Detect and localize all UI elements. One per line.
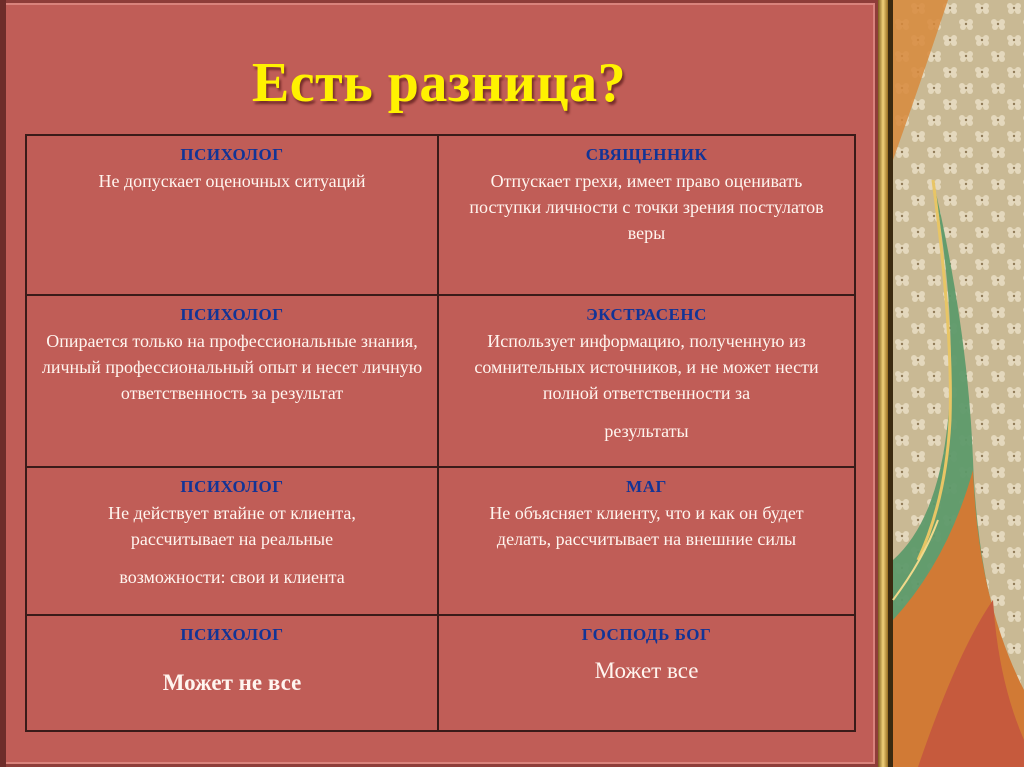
role-description-continued: результаты <box>604 421 689 441</box>
table-cell-psychologist <box>26 135 438 295</box>
role-description: Может не все <box>162 670 302 695</box>
role-label: ГОСПОДЬ БОГ <box>581 625 712 644</box>
table-cell-magician <box>438 467 855 615</box>
table-cell-psychologist <box>26 467 438 615</box>
role-description: Не объясняет клиенту, что и как он будет делать, рассчитывает на внешние силы <box>489 503 804 549</box>
comparison-table <box>25 134 856 732</box>
table-cell-psychologist <box>26 615 438 731</box>
role-description-continued: возможности: свои и клиента <box>119 567 345 587</box>
role-description: Использует информацию, полученную из сомнительных источников, и не может нести полной ответственности за <box>474 331 819 403</box>
role-description: Не действует втайне от клиента, рассчитывает на реальные <box>108 503 356 549</box>
role-description: Опирается только на профессиональные знания, личный профессиональный опыт и несет личную ответственность за результат <box>41 331 423 403</box>
slide-title: Есть разница? <box>251 52 627 114</box>
table-row <box>26 467 855 615</box>
role-description: Не допускает оценочных ситуаций <box>98 171 366 191</box>
role-description: Может все <box>594 658 699 683</box>
role-label: МАГ <box>626 477 667 496</box>
table-cell-psychologist <box>26 295 438 467</box>
table-row <box>26 135 855 295</box>
floral-curtain-illustration <box>878 0 1024 767</box>
role-label: ЭКСТРАСЕНС <box>586 305 707 324</box>
decorative-side-panel <box>878 0 1024 767</box>
table-cell-psychic <box>438 295 855 467</box>
role-description: Отпускает грехи, имеет право оценивать поступки личности с точки зрения постулатов веры <box>469 171 824 243</box>
role-label: ПСИХОЛОГ <box>180 145 284 164</box>
role-label: ПСИХОЛОГ <box>180 477 284 496</box>
role-label: ПСИХОЛОГ <box>180 625 284 644</box>
table-cell-god <box>438 615 855 731</box>
table-row <box>26 615 855 731</box>
role-label: ПСИХОЛОГ <box>180 305 284 324</box>
table-row <box>26 295 855 467</box>
table-cell-priest <box>438 135 855 295</box>
role-label: СВЯЩЕННИК <box>585 145 708 164</box>
